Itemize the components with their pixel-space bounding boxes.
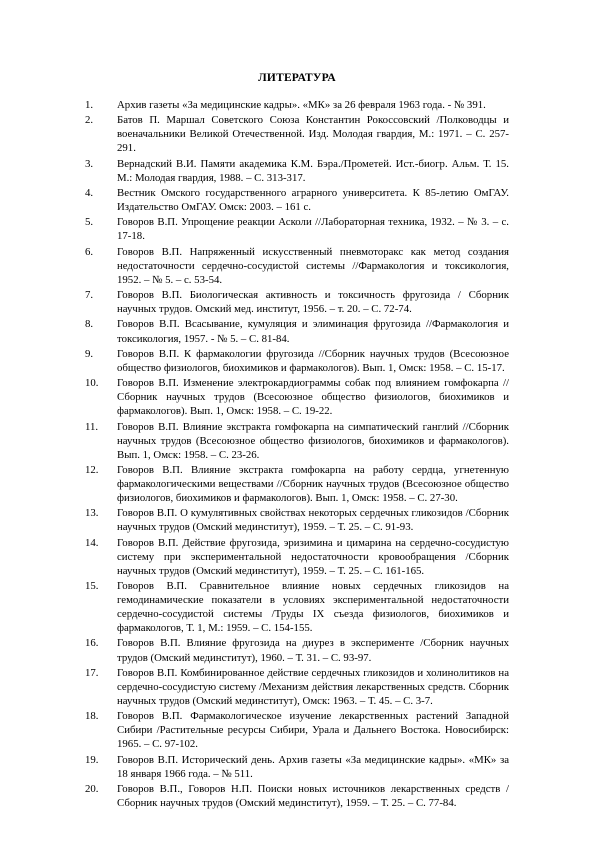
reference-text: Говоров В.П. Напряженный искусственный пневмоторакс как метод создания недостаточности сердечно-сосудистой системы //Фармакология и токсикология, 1952. – № 5. – с. 53-54. bbox=[117, 245, 509, 286]
reference-text: Вестник Омского государственного аграрного университета. К 85-летию ОмГАУ. Издательство ОмГАУ. Омск: 2003. – 161 с. bbox=[117, 187, 509, 214]
reference-number: 9. bbox=[85, 347, 94, 360]
reference-number: 15. bbox=[85, 580, 99, 593]
reference-text: Говоров В.П. Влияние экстракта гомфокарпа на работу сердца, угнетенную фармакологическими веществами //Сборник научных трудов (Всесоюзное общество физиологов, биохимиков и фармакологов). Вып. 1, Омск: 1958. – С. 27-30. bbox=[117, 463, 509, 505]
reference-number: 17. bbox=[85, 666, 99, 679]
reference-number: 1. bbox=[85, 99, 94, 111]
reference-item bbox=[85, 463, 509, 505]
reference-item bbox=[85, 288, 509, 316]
reference-text: Говоров В.П. Упрощение реакции Асколи //Лабораторная техника, 1932. – № 3. – с. 17-18. bbox=[117, 216, 509, 243]
reference-text: Вернадский В.И. Памяти академика К.М. Бэра./Прометей. Ист.-биогр. Альм. Т. 15. М.: Молодая гвардия, 1988. – С. 313-317. bbox=[117, 157, 509, 184]
reference-text: Говоров В.П., Говоров Н.П. Поиски новых источников лекарственных средств /Сборник научных трудов (Омский мединститут), 1959. – Т. 25. – С. 77-84. bbox=[117, 782, 509, 809]
reference-number: 16. bbox=[85, 637, 99, 650]
reference-list bbox=[85, 98, 509, 811]
reference-item bbox=[85, 317, 509, 345]
reference-item bbox=[85, 113, 509, 155]
reference-text: Говоров В.П. Фармакологическое изучение лекарственных растений Западной Сибири /Растительные ресурсы Сибири, Урала и Дальнего Востока. Новосибирск: 1965. – С. 97-102. bbox=[117, 710, 509, 751]
reference-item bbox=[85, 709, 509, 751]
reference-number: 12. bbox=[85, 463, 99, 476]
reference-item bbox=[85, 347, 509, 375]
reference-number: 2. bbox=[85, 114, 94, 127]
reference-item bbox=[85, 186, 509, 214]
reference-item bbox=[85, 245, 509, 287]
reference-number: 19. bbox=[85, 753, 99, 766]
reference-item bbox=[85, 636, 509, 664]
reference-text: Говоров В.П. К фармакологии фругозида //Сборник научных трудов (Всесоюзное общество физиологов, биохимиков и фармакологов). Вып. 1, Омск: 1958. – С. 15-17. bbox=[117, 347, 509, 374]
reference-text: Говоров В.П. Влияние фругозида на диурез в эксперименте /Сборник научных трудов (Омский мединститут), 1960. – Т. 31. – С. 93-97. bbox=[117, 637, 509, 664]
reference-item bbox=[85, 579, 509, 635]
reference-item bbox=[85, 157, 509, 185]
reference-number: 7. bbox=[85, 289, 94, 302]
reference-text: Говоров В.П. Биологическая активность и токсичность фругозида / Сборник научных трудов. Омский мед. институт, 1956. – т. 20. – С. 72-74. bbox=[117, 289, 509, 316]
reference-number: 11. bbox=[85, 420, 99, 433]
reference-item bbox=[85, 753, 509, 781]
reference-text: Говоров В.П. О кумулятивных свойствах некоторых сердечных гликозидов /Сборник научных трудов (Омский мединститут), 1959. – Т. 25. – С. 91-93. bbox=[117, 507, 509, 534]
reference-text: Говоров В.П. Исторический день. Архив газеты «За медицинские кадры». «МК» за 18 января 1966 года. – № 511. bbox=[117, 753, 509, 780]
reference-item bbox=[85, 506, 509, 534]
reference-text: Говоров В.П. Изменение электрокардиограммы собак под влиянием гомфокарпа //Сборник научных трудов (Всесоюзное общество физиологов, биохимиков и фармакологов). Вып. 1, Омск: 1958. – С. 19-22. bbox=[117, 377, 509, 418]
reference-number: 14. bbox=[85, 536, 99, 549]
reference-number: 6. bbox=[85, 245, 94, 258]
reference-item bbox=[85, 536, 509, 578]
reference-text: Батов П. Маршал Советского Союза Константин Рокоссовский /Полководцы и военачальники Великой Отечественной. Изд. Молодая гвардия, М.: 1971. – С. 257-291. bbox=[117, 114, 509, 155]
reference-text: Говоров В.П. Комбинированное действие сердечных гликозидов и холинолитиков на сердечно-сосудистую систему /Механизм действия лекарственных средств. Сборник научных трудов (Омский мединститут), Омск: 1963. – Т. 45. – С. 3-7. bbox=[117, 666, 509, 707]
reference-number: 8. bbox=[85, 318, 94, 331]
reference-item bbox=[85, 215, 509, 243]
page-title: ЛИТЕРАТУРА bbox=[258, 72, 336, 84]
reference-text: Говоров В.П. Всасывание, кумуляция и элиминация фругозида //Фармакология и токсикология, 1957. - № 5. – С. 81-84. bbox=[117, 318, 509, 345]
reference-number: 5. bbox=[85, 216, 94, 229]
reference-number: 3. bbox=[85, 157, 94, 170]
reference-item bbox=[85, 376, 509, 418]
reference-item bbox=[85, 666, 509, 708]
reference-number: 4. bbox=[85, 187, 94, 200]
reference-number: 13. bbox=[85, 507, 99, 520]
reference-item bbox=[85, 420, 509, 462]
reference-text: Архив газеты «За медицинские кадры». «МК» за 26 февраля 1963 года. - № 391. bbox=[117, 99, 486, 111]
reference-item bbox=[85, 98, 509, 112]
reference-text: Говоров В.П. Сравнительное влияние новых сердечных гликозидов на гемодинамические показатели в условиях экспериментальной недостаточности сердечно-сосудистой системы /Труды IX съезда физиологов, биохимиков и фармакологов, Т. 1, М.: 1959. – С. 154-155. bbox=[117, 580, 509, 635]
reference-item bbox=[85, 782, 509, 810]
reference-number: 18. bbox=[85, 710, 99, 723]
reference-number: 20. bbox=[85, 782, 99, 795]
reference-text: Говоров В.П. Действие фругозида, эризимина и цимарина на сердечно-сосудистую систему при экспериментальной недостаточности кровообращения /Сборник научных трудов (Омский мединститут), 1959. – Т. 25. – С. 161-165. bbox=[117, 536, 509, 577]
reference-text: Говоров В.П. Влияние экстракта гомфокарпа на симпатический ганглий //Сборник научных трудов (Всесоюзное общество физиологов, биохимиков и фармакологов). Вып. 1, Омск: 1958. – С. 23-26. bbox=[117, 420, 509, 461]
reference-number: 10. bbox=[85, 377, 99, 390]
